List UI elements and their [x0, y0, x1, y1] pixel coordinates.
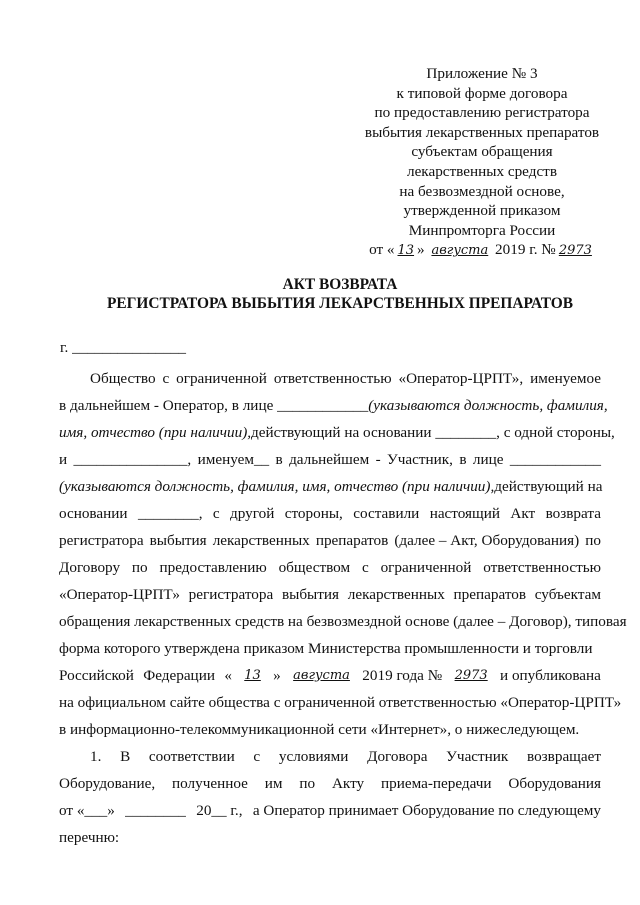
body-text: 20__ г.,	[196, 802, 243, 819]
appendix-line: субъектам обращения	[411, 143, 553, 161]
body-text: в информационно-телекоммуникационной сети «Интернет», о нижеследующем.	[59, 721, 580, 738]
body-text: Участник,	[387, 451, 453, 468]
body-text: с	[162, 370, 170, 387]
body-text: другой	[230, 505, 275, 522]
body-line	[59, 774, 601, 793]
appendix-line: лекарственных средств	[406, 162, 557, 180]
body-text: Договора	[367, 748, 428, 765]
body-line	[59, 450, 601, 469]
body-line	[90, 747, 601, 766]
body-line	[59, 423, 615, 442]
body-text: (указываются должность, фамилия,	[368, 397, 608, 414]
body-text: в дальнейшем - Оператор, в лице ____________	[59, 397, 369, 414]
body-text: выбытия	[149, 532, 207, 549]
appendix-line: выбытия лекарственных препаратов	[364, 123, 600, 141]
body-text: регистратора	[188, 586, 274, 603]
body-text: ________	[125, 802, 186, 819]
body-text: и опубликована	[500, 667, 601, 684]
body-text: ответственностью	[483, 559, 601, 576]
body-text: 1.	[90, 748, 102, 765]
body-text: перечню:	[59, 829, 120, 846]
body-text: условиями	[278, 748, 349, 765]
body-text: с	[212, 505, 220, 522]
body-text: имя, отчество (при наличии),	[59, 424, 252, 441]
body-text: стороны,	[284, 505, 343, 522]
body-text: (указываются должность, фамилия, имя, отчество (при наличии),	[59, 478, 495, 495]
body-text: Акт	[510, 505, 536, 522]
body-text: ________,	[137, 505, 203, 522]
body-text: _______________,	[73, 451, 192, 468]
body-line	[59, 639, 601, 658]
body-text: с	[253, 748, 261, 765]
body-text: в	[275, 451, 283, 468]
body-line	[59, 585, 601, 604]
appendix-line: к типовой форме договора	[396, 84, 568, 102]
body-text: по	[299, 775, 316, 792]
body-line	[90, 369, 601, 388]
body-text: соответствии	[148, 748, 235, 765]
city-line: г. _______________	[60, 339, 187, 356]
body-text: с	[361, 559, 369, 576]
body-text: возвращает	[527, 748, 601, 765]
body-text: регистратора	[59, 532, 144, 549]
body-text: а Оператор принимает Оборудование по следующему	[252, 802, 601, 819]
body-text: и	[59, 451, 68, 468]
body-line	[59, 801, 601, 820]
body-text: ограниченной	[380, 559, 472, 576]
body-text: выбытия	[281, 586, 340, 603]
appendix-line: утвержденной приказом	[403, 202, 561, 220]
body-text: именуемое	[530, 370, 601, 387]
body-text: возврата	[545, 505, 601, 522]
body-text: предоставлению	[159, 559, 267, 576]
date-year: 2019 г. №	[495, 241, 556, 259]
body-text: «Оператор-ЦРПТ»,	[398, 370, 524, 387]
body-text: препаратов	[453, 586, 527, 603]
handwritten-text: 2973	[454, 668, 488, 683]
body-text: Участник	[446, 748, 509, 765]
handwritten-day: 13	[397, 243, 415, 259]
body-text: В	[120, 748, 131, 765]
body-text: Российской	[59, 667, 134, 684]
body-text: действующий на	[494, 478, 603, 495]
appendix-line: по предоставлению регистратора	[374, 104, 590, 122]
body-text: -	[375, 451, 381, 468]
body-text: именуем__	[197, 451, 270, 468]
body-text: субъектам	[534, 586, 601, 603]
body-text: Оборудование,	[59, 775, 156, 792]
body-line	[59, 828, 601, 847]
body-text: (далее – Акт, Оборудования)	[394, 532, 580, 549]
body-text: основании	[59, 505, 128, 522]
body-text: дальнейшем	[289, 451, 370, 468]
body-text: им	[264, 775, 283, 792]
body-line	[59, 693, 622, 712]
date-prefix: от «	[369, 241, 395, 259]
body-text: по	[131, 559, 148, 576]
body-text: действующий на основании ________, с одной стороны,	[251, 424, 615, 441]
document-title	[40, 275, 640, 313]
appendix-line: Приложение № 3	[426, 65, 538, 82]
body-text: лекарственных	[212, 532, 310, 549]
handwritten-month: августа	[431, 243, 489, 259]
body-text: «	[224, 667, 232, 684]
body-text: лице	[472, 451, 504, 468]
appendix-line: на безвозмездной основе,	[399, 182, 565, 200]
body-text: обществом	[278, 559, 351, 576]
body-text: «Оператор-ЦРПТ»	[59, 586, 180, 603]
body-text: препаратов	[315, 532, 389, 549]
body-text: от «___»	[59, 802, 115, 819]
body-line	[59, 666, 601, 685]
body-text: составили	[353, 505, 420, 522]
body-text: ответственностью	[273, 370, 392, 387]
body-text: ____________	[509, 451, 601, 468]
body-text: Договору	[59, 559, 121, 576]
body-text: по	[585, 532, 601, 549]
body-text: Оборудования	[508, 775, 601, 792]
body-text: на официальном сайте общества с ограниченной ответственностью «Оператор-ЦРПТ»	[59, 694, 622, 711]
body-text: обращения лекарственных средств на безвозмездной основе (далее – Договор), типовая	[59, 613, 627, 630]
body-text: лекарственных	[347, 586, 445, 603]
appendix-header	[352, 64, 612, 261]
body-text: ограниченной	[176, 370, 267, 387]
body-text: 2019 года №	[362, 667, 443, 684]
handwritten-order-number: 2973	[558, 243, 592, 259]
title-line-1: АКТ ВОЗВРАТА	[282, 276, 398, 293]
handwritten-text: августа	[293, 668, 350, 683]
body-text: Акту	[331, 775, 365, 792]
body-line	[59, 612, 627, 631]
date-mid: »	[417, 241, 425, 259]
body-text: Общество	[90, 370, 156, 387]
body-line	[59, 396, 608, 415]
body-text: приема-передачи	[380, 775, 492, 792]
body-text: в	[459, 451, 467, 468]
body-line	[59, 720, 601, 739]
body-line	[59, 504, 601, 523]
handwritten-text: 13	[244, 668, 261, 683]
appendix-line: Минпромторга России	[408, 221, 556, 239]
body-line	[59, 477, 601, 496]
body-text: настоящий	[429, 505, 500, 522]
title-line-2: РЕГИСТРАТОРА ВЫБЫТИЯ ЛЕКАРСТВЕННЫХ ПРЕПАРАТОВ	[106, 295, 574, 312]
body-text: Федерации	[143, 667, 215, 684]
body-line	[59, 558, 601, 577]
appendix-date-line	[352, 240, 612, 261]
body-text: форма которого утверждена приказом Министерства промышленности и торговли	[59, 640, 593, 657]
body-text: полученное	[172, 775, 248, 792]
body-text: »	[273, 667, 281, 684]
body-line	[59, 531, 601, 550]
